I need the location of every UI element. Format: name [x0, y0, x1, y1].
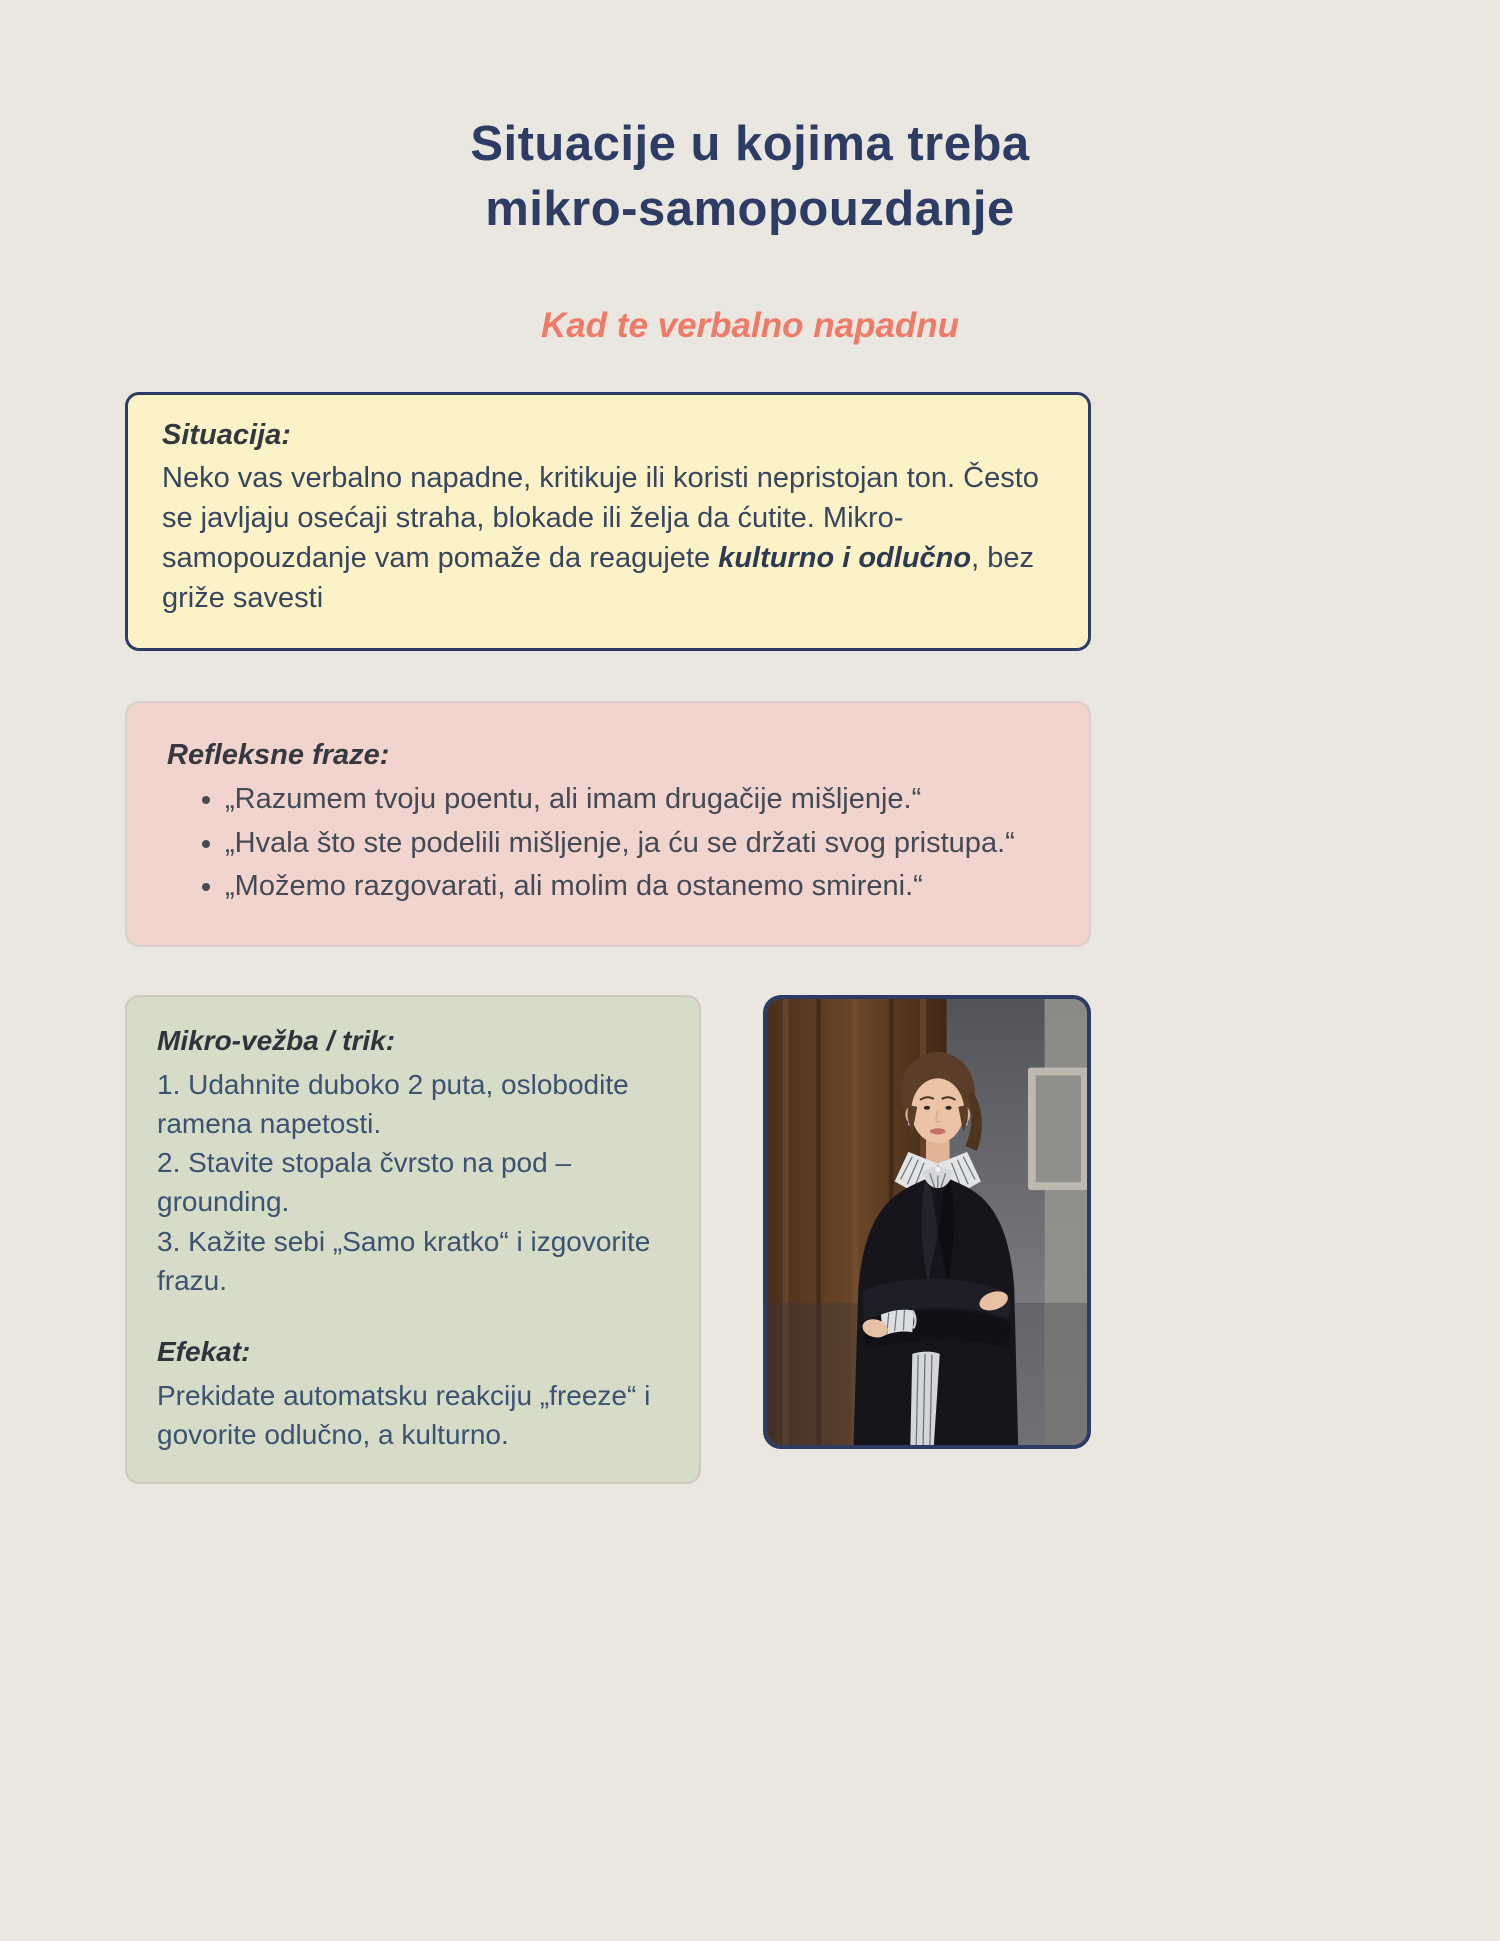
situation-box [125, 392, 1091, 651]
situation-text-before: Neko vas verbalno napadne, kritikuje ili koristi nepristojan ton. Često se javljaju osećaji straha, blokade ili želja da ćutite. Mikro-samopouzdanje vam pomaže da reagujete [162, 462, 1039, 575]
effect-heading: Efekat: [157, 1336, 251, 1367]
phrase-item: • „Razumem tvoju poentu, ali imam drugačije mišljenje.“ [225, 778, 1055, 822]
reflex-phrases-box [125, 701, 1091, 947]
page-title-line1: Situacije u kojima treba [470, 117, 1030, 171]
effect-text: Prekidate automatsku reakciju „freeze“ i govorite odlučno, a kulturno. [157, 1380, 651, 1451]
micro-exercise-heading: Mikro-vežba / trik: [157, 1024, 396, 1056]
situation-heading: Situacija: [162, 419, 291, 452]
businesswoman-illustration [767, 999, 1087, 1445]
micro-exercise-box [125, 995, 701, 1485]
exercise-step: 1. Udahnite duboko 2 puta, oslobodite ramena napetosti. [157, 1068, 629, 1140]
exercise-step: 2. Stavite stopala čvrsto na pod – grounding. [157, 1147, 572, 1218]
phrase-item: • „Hvala što ste podelili mišljenje, ja ću se držati svog pristupa.“ [225, 822, 1055, 866]
businesswoman-photo [763, 995, 1091, 1449]
exercise-step: 3. Kažite sebi „Samo kratko“ i izgovorite frazu. [157, 1225, 651, 1296]
page-title [0, 0, 1500, 242]
situation-text [162, 458, 1048, 618]
phrase-item: • „Možemo razgovarati, ali molim da ostanemo smireni.“ [225, 865, 1055, 909]
phrase-list [167, 778, 1055, 909]
bottom-row [125, 995, 1091, 1485]
page-subtitle: Kad te verbalno napadnu [540, 306, 960, 346]
page-title-line2: mikro-samopouzdanje [485, 182, 1015, 237]
situation-text-after: , bez griže savesti [162, 542, 1034, 615]
situation-text-emphasis: kulturno i odlučno [718, 542, 972, 575]
content-column [125, 392, 1091, 1484]
reflex-phrases-heading: Refleksne fraze: [167, 739, 390, 772]
